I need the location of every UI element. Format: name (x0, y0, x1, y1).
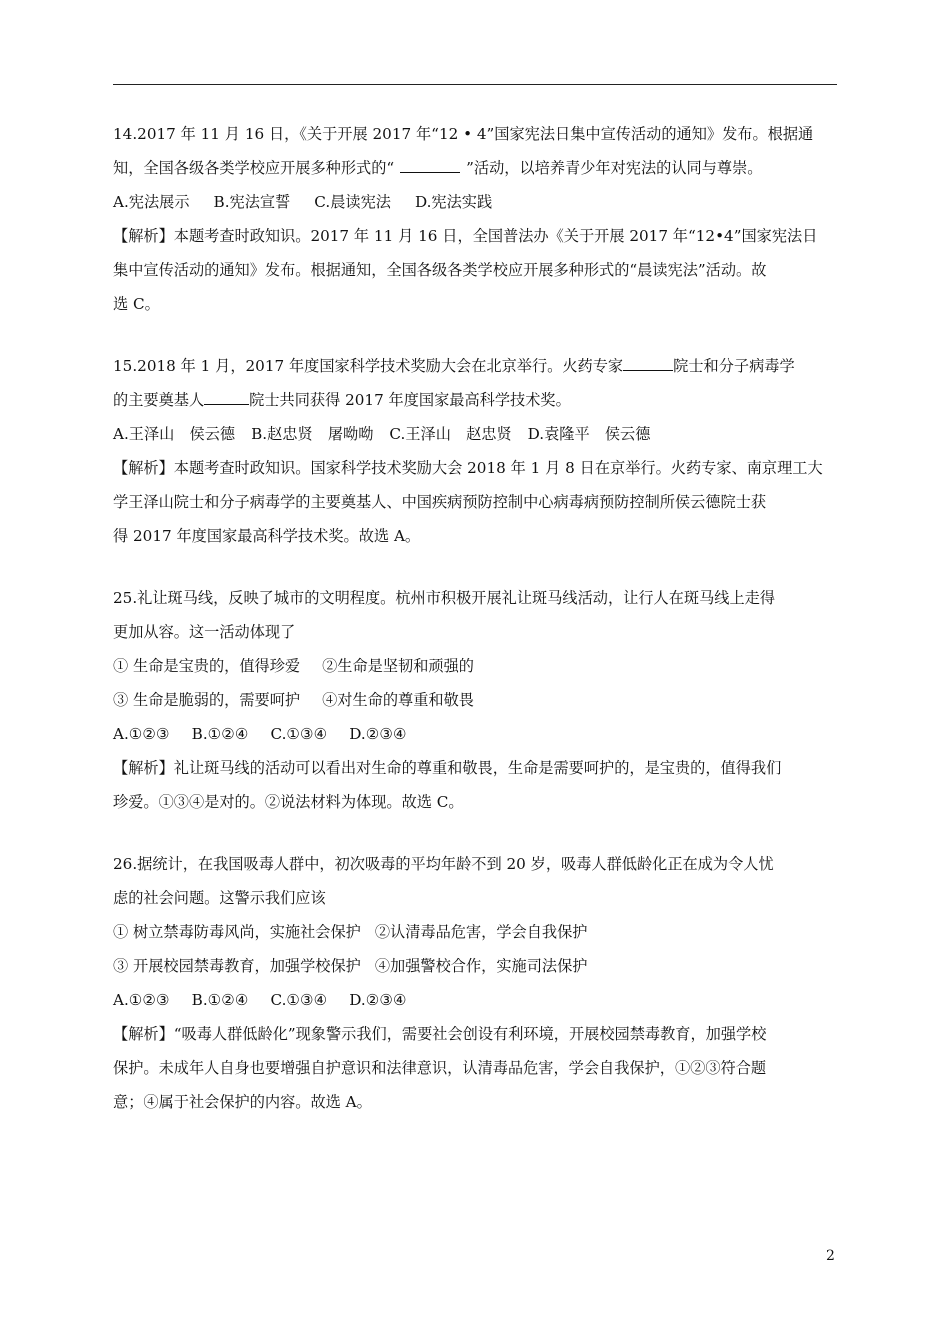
analysis-line: 【解析】“吸毒人群低龄化”现象警示我们，需要社会创设有利环境，开展校园禁毒教育，加强学校 (113, 1025, 767, 1043)
statements-row (113, 649, 839, 683)
answer-blank (204, 404, 249, 405)
statement: ②生命是坚韧和顽强的 (322, 657, 474, 675)
option: D.宪法实践 (414, 193, 493, 211)
option: B.①②④ (191, 991, 249, 1009)
option: D.②③④ (349, 991, 407, 1009)
stem-text: 的主要奠基人 (113, 391, 205, 409)
option: C.王泽山 赵忠贤 (389, 425, 512, 443)
question-stem (113, 383, 839, 417)
option: D.②③④ (349, 725, 407, 743)
option: A.王泽山 侯云德 (113, 425, 236, 443)
options-row (113, 983, 839, 1017)
analysis-line: 【解析】礼让斑马线的活动可以看出对生命的尊重和敬畏，生命是需要呵护的，是宝贵的，值得我们 (113, 759, 782, 777)
option: C.①③④ (270, 725, 328, 743)
question-25 (113, 581, 839, 819)
question-stem: 25.礼让斑马线，反映了城市的文明程度。杭州市积极开展礼让斑马线活动，让行人在斑马线上走得 (113, 589, 776, 607)
option: C.①③④ (270, 991, 328, 1009)
options-row (113, 417, 839, 451)
options-row (113, 185, 839, 219)
question-stem: 更加从容。这一活动体现了 (113, 623, 296, 641)
statement: ① 树立禁毒防毒风尚，实施社会保护 (113, 923, 361, 941)
statement: ① 生命是宝贵的，值得珍爱 (113, 657, 301, 675)
option: B.宪法宣誓 (213, 193, 291, 211)
question-26 (113, 847, 839, 1119)
option: B.①②④ (191, 725, 249, 743)
statements-row (113, 915, 839, 949)
options-row (113, 717, 839, 751)
option: C.晨读宪法 (314, 193, 391, 211)
statements-row (113, 683, 839, 717)
page-content (113, 117, 839, 1147)
statement: ④对生命的尊重和敬畏 (322, 691, 474, 709)
stem-text: 院士共同获得 2017 年度国家最高科学技术奖。 (249, 391, 571, 409)
statement: ④加强警校合作，实施司法保护 (374, 957, 588, 975)
question-stem: 虑的社会问题。这警示我们应该 (113, 889, 326, 907)
answer-blank (623, 370, 673, 371)
analysis-line: 【解析】本题考查时政知识。2017 年 11 月 16 日，全国普法办《关于开展 2017 年“12•4”国家宪法日 (113, 227, 818, 245)
header-rule (113, 84, 837, 85)
question-15 (113, 349, 839, 553)
analysis-line: 选 C。 (113, 295, 160, 313)
page-number: 2 (826, 1248, 835, 1264)
option: A.①②③ (113, 991, 170, 1009)
analysis-line: 保护。未成年人自身也要增强自护意识和法律意识，认清毒品危害，学会自我保护，①②③符合题 (113, 1059, 767, 1077)
option: D.袁隆平 侯云德 (527, 425, 651, 443)
stem-text: ”活动，以培养青少年对宪法的认同与尊崇。 (466, 159, 763, 177)
question-stem (113, 151, 839, 185)
stem-text: 院士和分子病毒学 (673, 357, 795, 375)
option: A.宪法展示 (113, 193, 190, 211)
statement: ③ 生命是脆弱的，需要呵护 (113, 691, 301, 709)
analysis-line: 【解析】本题考查时政知识。国家科学技术奖励大会 2018 年 1 月 8 日在京举行。火药专家、南京理工大 (113, 459, 823, 477)
analysis-line: 集中宣传活动的通知》发布。根据通知，全国各级各类学校应开展多种形式的“晨读宪法”活动。故 (113, 261, 767, 279)
analysis-line: 意；④属于社会保护的内容。故选 A。 (113, 1093, 372, 1111)
question-14 (113, 117, 839, 321)
option: B.赵忠贤 屠呦呦 (251, 425, 374, 443)
statement: ②认清毒品危害，学会自我保护 (374, 923, 588, 941)
stem-text: 知，全国各级各类学校应开展多种形式的“ (113, 159, 395, 177)
analysis-line: 得 2017 年度国家最高科学技术奖。故选 A。 (113, 527, 421, 545)
analysis-line: 学王泽山院士和分子病毒学的主要奠基人、中国疾病预防控制中心病毒病预防控制所侯云德院士获 (113, 493, 767, 511)
statements-row (113, 949, 839, 983)
question-stem: 26.据统计，在我国吸毒人群中，初次吸毒的平均年龄不到 20 岁，吸毒人群低龄化正在成为令人忧 (113, 855, 774, 873)
statement: ③ 开展校园禁毒教育，加强学校保护 (113, 957, 361, 975)
question-stem (113, 349, 839, 383)
answer-blank (400, 172, 460, 173)
analysis-line: 珍爱。①③④是对的。②说法材料为体现。故选 C。 (113, 793, 464, 811)
option: A.①②③ (113, 725, 170, 743)
question-stem: 14.2017 年 11 月 16 日，《关于开展 2017 年“12 • 4”国家宪法日集中宣传活动的通知》发布。根据通 (113, 125, 814, 143)
stem-text: 15.2018 年 1 月，2017 年度国家科学技术奖励大会在北京举行。火药专家 (113, 357, 624, 375)
